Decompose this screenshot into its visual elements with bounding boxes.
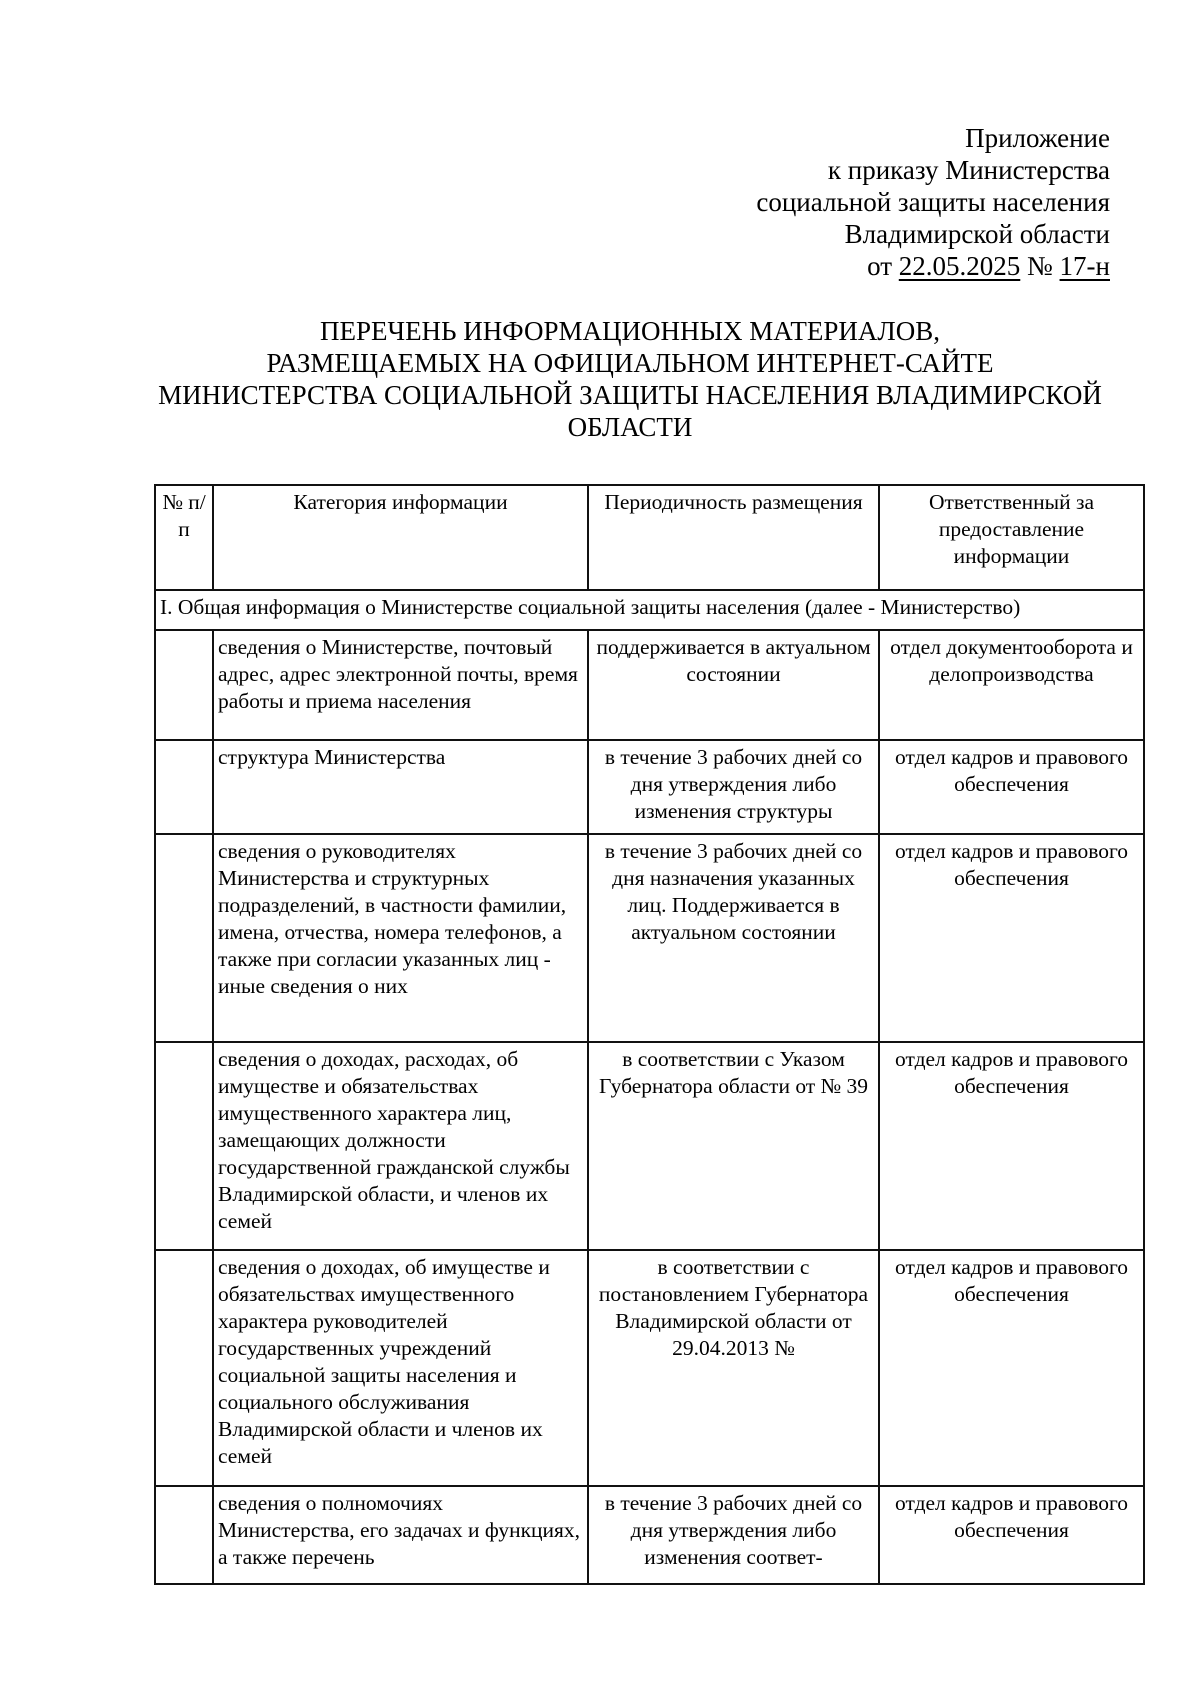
order-number: 17-н [1059, 251, 1110, 281]
document-title [130, 315, 1130, 443]
row-category: сведения о полномочиях Министерства, его задачах и функциях, а также перечень [213, 1486, 588, 1584]
row-period: в течение 3 рабочих дней со дня утверждения либо изменения структуры [588, 740, 879, 834]
header-period: Периодичность размещения [588, 485, 879, 590]
title-line: РАЗМЕЩАЕМЫХ НА ОФИЦИАЛЬНОМ ИНТЕРНЕТ-САЙТЕ [266, 348, 994, 378]
row-num [155, 1486, 213, 1584]
row-category: сведения о Министерстве, почтовый адрес, адрес электронной почты, время работы и приема населения [213, 630, 588, 740]
title-line: ОБЛАСТИ [567, 412, 693, 442]
header-num: № п/п [155, 485, 213, 590]
table-row [155, 834, 1144, 1042]
appendix-line: к приказу Министерства [827, 155, 1110, 185]
row-category: сведения о доходах, об имуществе и обязательствах имущественного характера руководителей государственных учреждений социальной защиты населения и социального обслуживания Владимирской области и членов их семей [213, 1250, 588, 1486]
row-num [155, 834, 213, 1042]
row-responsible: отдел кадров и правового обеспечения [879, 834, 1144, 1042]
row-num [155, 630, 213, 740]
row-category: сведения о доходах, расходах, об имуществе и обязательствах имущественного характера лиц, замещающих должности государственной гражданской службы Владимирской области, и членов их семей [213, 1042, 588, 1250]
table-header-row [155, 485, 1144, 590]
row-category: структура Министерства [213, 740, 588, 834]
order-number-sign: № [1020, 251, 1060, 281]
section-title: I. Общая информация о Министерстве социальной защиты населения (далее - Министерство) [155, 590, 1144, 630]
order-prefix: от [867, 251, 899, 281]
appendix-line: Владимирской области [844, 219, 1110, 249]
row-num [155, 1250, 213, 1486]
header-category: Категория информации [213, 485, 588, 590]
row-responsible: отдел кадров и правового обеспечения [879, 1042, 1144, 1250]
appendix-line: Приложение [965, 123, 1110, 153]
row-responsible: отдел кадров и правового обеспечения [879, 1486, 1144, 1584]
table-row [155, 1042, 1144, 1250]
appendix-line: социальной защиты населения [756, 187, 1110, 217]
table-row [155, 630, 1144, 740]
table-row [155, 1250, 1144, 1486]
row-responsible: отдел кадров и правового обеспечения [879, 1250, 1144, 1486]
appendix-order-line [756, 250, 1110, 282]
row-num [155, 1042, 213, 1250]
appendix-header [756, 122, 1110, 282]
row-period: в течение 3 рабочих дней со дня утверждения либо изменения соответ- [588, 1486, 879, 1584]
title-line: ПЕРЕЧЕНЬ ИНФОРМАЦИОННЫХ МАТЕРИАЛОВ, [320, 316, 940, 346]
table-row [155, 740, 1144, 834]
row-period: в соответствии с Указом Губернатора области от № 39 [588, 1042, 879, 1250]
row-category: сведения о руководителях Министерства и структурных подразделений, в частности фамилии, имена, отчества, номера телефонов, а также при согласии указанных лиц - иные сведения о них [213, 834, 588, 1042]
row-responsible: отдел кадров и правового обеспечения [879, 740, 1144, 834]
materials-table [154, 484, 1145, 1585]
table-row [155, 1486, 1144, 1584]
title-line: МИНИСТЕРСТВА СОЦИАЛЬНОЙ ЗАЩИТЫ НАСЕЛЕНИЯ ВЛАДИМИРСКОЙ [158, 380, 1102, 410]
row-responsible: отдел документооборота и делопроизводства [879, 630, 1144, 740]
row-period: в течение 3 рабочих дней со дня назначения указанных лиц. Поддерживается в актуальном состоянии [588, 834, 879, 1042]
row-period: в соответствии с постановлением Губернатора Владимирской области от 29.04.2013 № [588, 1250, 879, 1486]
row-num [155, 740, 213, 834]
order-date: 22.05.2025 [898, 251, 1021, 281]
header-responsible: Ответственный за предоставление информации [879, 485, 1144, 590]
section-row [155, 590, 1144, 630]
row-period: поддерживается в актуальном состоянии [588, 630, 879, 740]
